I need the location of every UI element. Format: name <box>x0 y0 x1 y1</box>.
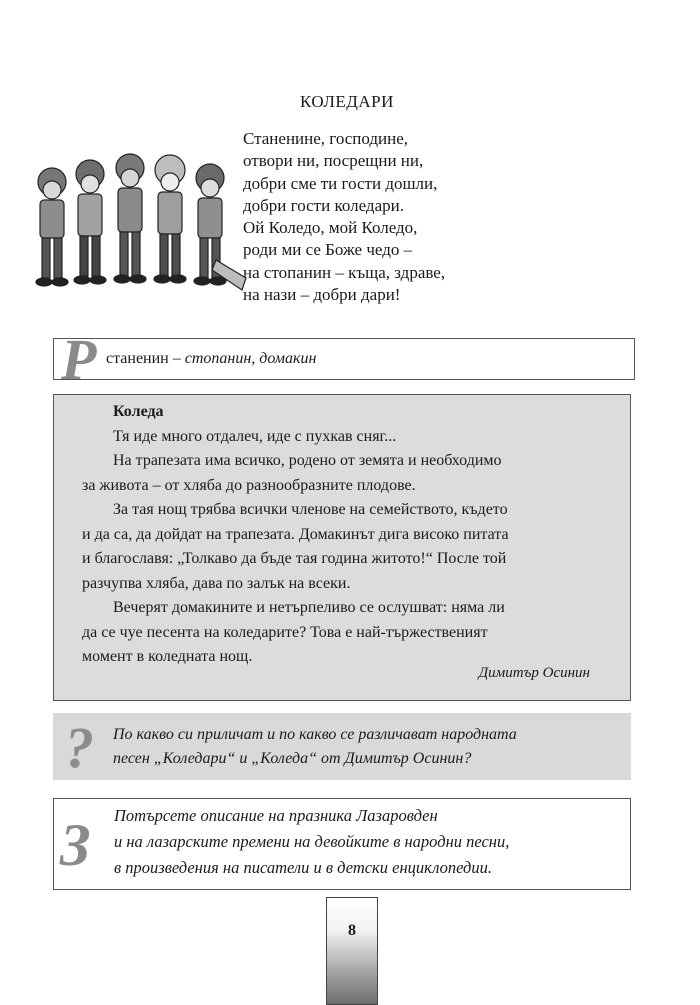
reading-line: Вечерят домакините и нетърпеливо се ослушват: няма ли <box>113 599 505 616</box>
question-line: По какво си приличат и по какво се различават народната <box>113 726 517 743</box>
glossary-letter-icon: Р <box>61 327 97 392</box>
task-line: в произведения на писатели и в детски енциклопедии. <box>114 858 492 877</box>
glossary-entry <box>106 350 316 368</box>
reading-box <box>53 394 631 701</box>
reading-paragraph <box>82 498 617 596</box>
task-letter-icon: З <box>60 812 91 878</box>
reading-line: Тя иде много отдалеч, иде с пухкав сняг... <box>113 428 397 445</box>
reading-paragraph <box>82 449 617 498</box>
poem-line: на нази – добри дари! <box>243 285 401 305</box>
question-line: песен „Коледари“ и „Коледа“ от Димитър Осинин? <box>113 750 472 767</box>
page-number: 8 <box>348 922 356 939</box>
poem-line: на стопанин – къща, здраве, <box>243 262 446 282</box>
task-text <box>114 803 509 881</box>
carolers-illustration <box>20 150 252 310</box>
reading-paragraph <box>82 596 617 670</box>
task-line: Потърсете описание на празника Лазаровден <box>114 806 438 825</box>
reading-line: разчупва хляба, дава по залък на всеки. <box>82 574 351 592</box>
task-line: и на лазарските премени на девойките в народни песни, <box>114 832 510 851</box>
caroler-figure <box>114 154 146 283</box>
poem-line: Станенине, господине, <box>243 129 409 148</box>
page-number-tab <box>326 897 378 1005</box>
reading-title: Коледа <box>113 403 164 420</box>
reading-line: за живота – от хляба до разнообразните плодове. <box>82 476 416 494</box>
poem-line: добри сме ти гости дошли, <box>243 173 438 193</box>
poem-line: Ой Коледо, мой Коледо, <box>243 218 418 238</box>
poem-title: КОЛЕДАРИ <box>300 92 394 111</box>
glossary-term: станенин – <box>106 350 185 367</box>
reading-line: и да са, да дойдат на трапезата. Домакинът дига високо питата <box>82 525 509 543</box>
poem-line: добри гости коледари. <box>243 195 404 215</box>
poem-text <box>243 128 445 306</box>
reading-line: На трапезата има всичко, родено от земята и необходимо <box>113 452 502 469</box>
reading-author: Димитър Осинин <box>478 665 590 681</box>
reading-line: За тая нощ трябва всички членове на семейството, където <box>113 501 508 518</box>
caroler-figure <box>154 155 186 283</box>
poem-line: отвори ни, посрещни ни, <box>243 151 424 171</box>
question-text <box>113 723 517 771</box>
glossary-definition: стопанин, домакин <box>184 350 317 367</box>
poem-line: роди ми се Боже чедо – <box>243 240 413 260</box>
task-box <box>53 798 631 890</box>
reading-paragraph <box>82 425 617 450</box>
question-mark-icon: ? <box>65 715 94 780</box>
caroler-figure <box>74 160 106 284</box>
glossary-box <box>53 327 635 392</box>
reading-line: и благославя: „Толкаво да бъде тая година житото!“ После той <box>82 550 507 567</box>
question-box <box>53 713 631 780</box>
reading-line: да се чуе песента на коледарите? Това е най-тържественият <box>82 623 488 641</box>
reading-line: момент в коледната нощ. <box>82 648 253 665</box>
caroler-figure <box>36 168 68 286</box>
